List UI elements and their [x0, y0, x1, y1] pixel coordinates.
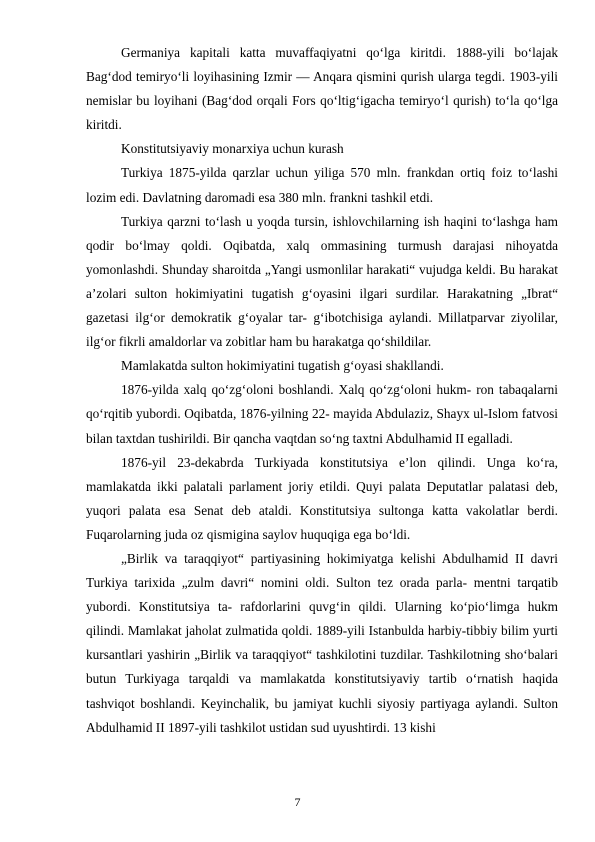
paragraph-sultan-power-idea: Mamlakatda sulton hokimiyatini tugatish g‘oyasi shakllandi. — [121, 358, 444, 374]
paragraph-baghdad-railway: Germaniya kapitali katta muvaffaqiyatni qo‘lga kiritdi. 1888-yili bo‘lajak Bag‘dod temiryo‘li loyihasining Izmir — Anqara qismini qurish ularga tegdi. 1903-yili nemislar bu loyihani (Bag‘dod orqali Fors qo‘ltig‘igacha temiryo‘l qurish) to‘la qo‘lga kiritdi. — [86, 45, 558, 133]
paragraph-debt-1875: Turkiya 1875-yilda qarzlar uchun yiliga 570 mln. frankdan ortiq foiz to‘lashi lozim edi. Davlatning daromadi esa 380 mln. frankni tashkil etdi. — [86, 165, 558, 205]
paragraph-union-and-progress: „Birlik va taraqqiyot“ partiyasining hokimiyatga kelishi Abdulhamid II davri Turkiya tarixida „zulm davri“ nomini oldi. Sulton tez orada parla- mentni tarqatib yubordi. Konstitutsiya ta- rafdorlarini quvg‘in qildi. Ularning ko‘pio‘limga hukm qilindi. Mamlakat jaholat zulmatida qoldi. 1889-yili Istanbulda harbiy-tibbiy bilim yurti kursantlari yashirin „Birlik va taraqqiyot“ tashkilotini tuzdilar. Tashkilotning sho‘balari butun Turkiyaga tarqaldi va mamlakatda konstitutsiyaviy tartib o‘rnatish haqida tashviqot boshlandi. Keyinchalik, bu jamiyat kuchli siyosiy partiyaga aylandi. Sulton Abdulhamid II 1897-yili tashkilot ustidan sud uyushtirdi. 13 kishi — [86, 550, 558, 735]
paragraph-uprising-1876: 1876-yilda xalq qo‘zg‘oloni boshlandi. Xalq qo‘zg‘oloni hukm- ron tabaqalarni qo‘rqitib yubordi. Oqibatda, 1876-yilning 22- mayida Abdulaziz, Shayx ul-Islom fatvosi bilan taxtdan tushirildi. Bir qancha vaqtdan so‘ng taxtni Abdulhamid II egalladi. — [86, 382, 558, 446]
page-number: 7 — [294, 795, 301, 809]
section-heading-constitutional-monarchy: Konstitutsiyaviy monarxiya uchun kurash — [121, 141, 344, 157]
paragraph-constitution-1876: 1876-yil 23-dekabrda Turkiyada konstitutsiya e’lon qilindi. Unga ko‘ra, mamlakatda ikki palatali parlament joriy etildi. Quyi palata Deputatlar palatasi deb, yuqori palata esa Senat deb ataldi. Konstitutsiya sultonga katta vakolatlar berdi. Fuqarolarning juda oz qismigina saylov huquqiga ega bo‘ldi. — [86, 454, 558, 542]
page-body — [86, 41, 558, 740]
paragraph-young-ottomans: Turkiya qarzni to‘lash u yoqda tursin, ishlovchilarning ish haqini to‘lashga ham qodir bo‘lmay qoldi. Oqibatda, xalq ommasining turmush darajasi nihoyatda yomonlashdi. Shunday sharoitda „Yangi usmonlilar harakati“ vujudga keldi. Bu harakat a’zolari sulton hokimiyatini tugatish g‘oyasini ilgari surdilar. Harakatning „Ibrat“ gazetasi ilg‘or demokratik g‘oyalar tar- g‘ibotchisiga aylandi. Millatparvar ziyolilar, ilg‘or fikrli amaldorlar va zobitlar ham bu harakatga qo‘shildilar. — [86, 213, 558, 350]
